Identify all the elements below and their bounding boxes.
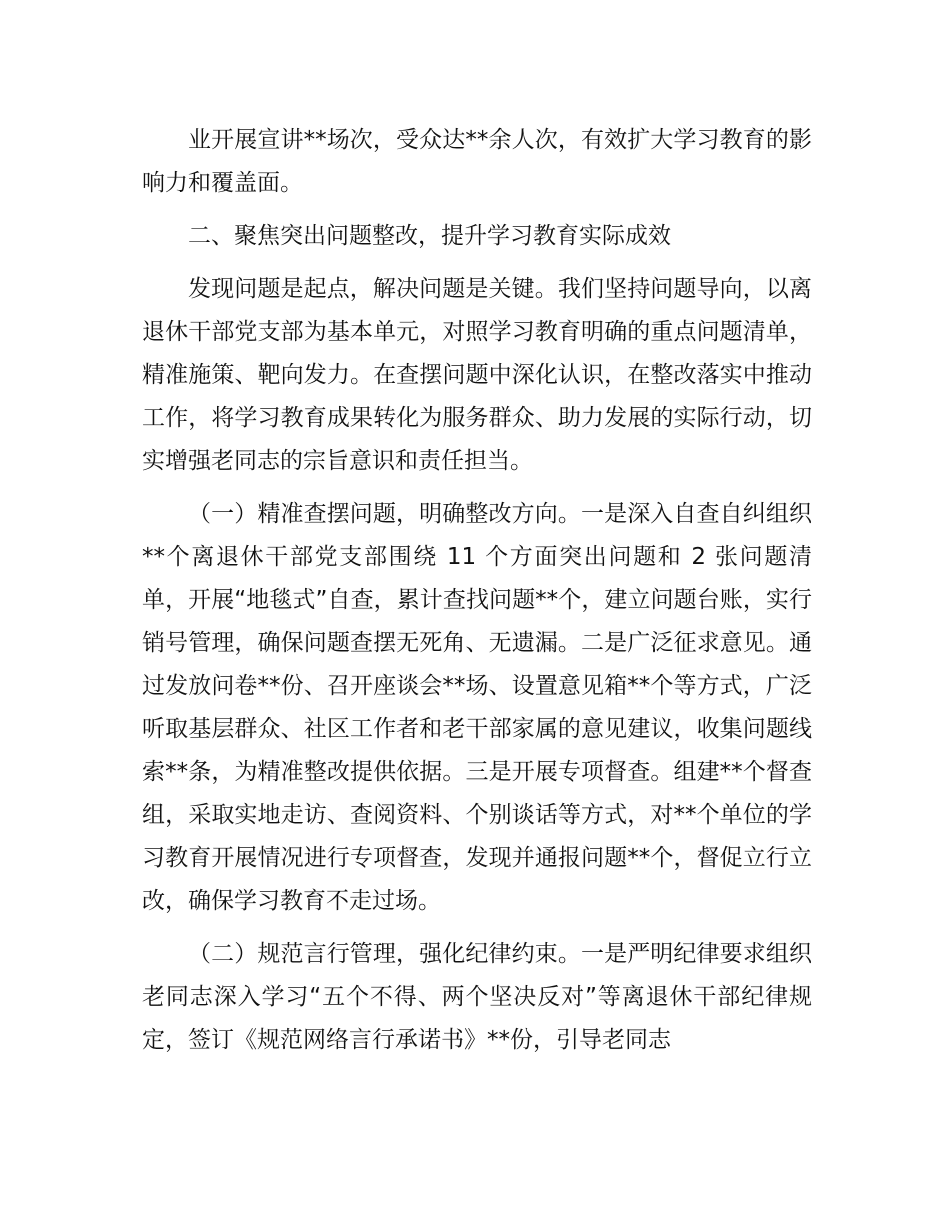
section-heading: 二、聚焦突出问题整改，提升学习教育实际成效 xyxy=(188,223,671,249)
paragraph-continuation: 业开展宣讲**场次，受众达**余人次，有效扩大学习教育的影响力和覆盖面。 xyxy=(142,127,812,196)
paragraph-intro: 发现问题是起点，解决问题是关键。我们坚持问题导向，以离退休干部党支部为基本单元，对照学习教育明确的重点问题清单，精准施策、靶向发力。在查摆问题中深化认识，在整改落实中推动工作，将学习教育成果转化为服务群众、助力发展的实际行动，切实增强老同志的宗旨意识和责任担当。 xyxy=(142,276,812,474)
paragraph-item-1: （一）精准查摆问题，明确整改方向。一是深入自查自纠组织**个离退休干部党支部围绕 11 个方面突出问题和 2 张问题清单，开展“地毯式”自查，累计查找问题**个，建立问题台账，实行销号管理，确保问题查摆无死角、无遗漏。二是广泛征求意见。通过发放问卷**份、召开座谈会**场、设置意见箱**个等方式，广泛听取基层群众、社区工作者和老干部家属的意见建议，收集问题线索**条，为精准整改提供依据。三是开展专项督查。组建**个督查组，采取实地走访、查阅资料、个别谈话等方式，对**个单位的学习教育开展情况进行专项督查，发现并通报问题**个，督促立行立改，确保学习教育不走过场。 xyxy=(142,501,812,914)
document-body xyxy=(142,119,812,1072)
paragraph-item-2: （二）规范言行管理，强化纪律约束。一是严明纪律要求组织老同志深入学习“五个不得、两个坚决反对”等离退休干部纪律规定，签订《规范网络言行承诺书》**份，引导老同志 xyxy=(142,941,812,1053)
